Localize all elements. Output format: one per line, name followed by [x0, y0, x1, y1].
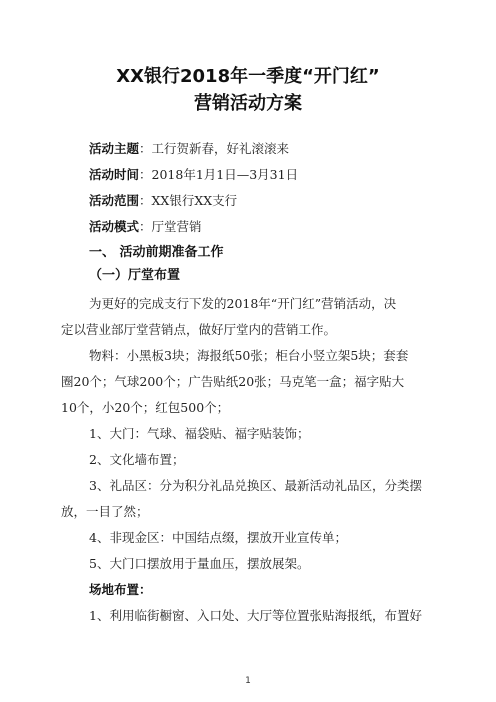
meta-theme-value: ：工行贺新春，好礼滚滚来 — [139, 141, 290, 156]
list-item-2: 2、文化墙布置； — [89, 452, 185, 467]
list-item-3-line1: 3、礼品区：分为积分礼品兑换区、最新活动礼品区，分类摆 — [89, 478, 422, 493]
meta-time-label: 活动时间 — [89, 167, 140, 182]
meta-time — [89, 167, 298, 183]
subsection1-heading: （一）厅堂布置 — [89, 268, 181, 283]
list-item-5: 5、大门口摆放用于量血压，摆放展架。 — [89, 556, 310, 571]
venue-item-1: 1、利用临街橱窗、入口处、大厅等位置张贴海报纸，布置好 — [89, 608, 422, 623]
meta-scope-label: 活动范围 — [89, 193, 140, 208]
list-item-4: 4、非现金区：中国结点缀，摆放开业宣传单； — [89, 530, 347, 545]
meta-scope-value: ：XX银行XX支行 — [139, 193, 238, 208]
para1-line2: 定以营业部厅堂营销点，做好厅堂内的营销工作。 — [61, 322, 337, 337]
meta-mode-value: ：厅堂营销 — [139, 219, 202, 234]
materials-line3: 10个，小20个；红包500个； — [61, 400, 230, 415]
meta-mode — [89, 219, 202, 235]
list-item-1: 1、大门：气球、福袋贴、福字贴装饰； — [89, 426, 310, 441]
meta-theme-label: 活动主题 — [89, 141, 140, 156]
page-number: 1 — [245, 676, 251, 686]
meta-time-value: ：2018年1月1日—3月31日 — [139, 167, 299, 182]
list-item-3-line2: 放，一目了然； — [61, 504, 149, 519]
meta-theme — [89, 141, 289, 157]
document-title-line1: XX银行2018年一季度“开门红” — [116, 66, 380, 87]
meta-scope — [89, 193, 237, 209]
section1-heading: 一、 活动前期准备工作 — [89, 245, 224, 260]
materials-line2: 圈20个；气球200个；广告贴纸20张；马克笔一盒；福字贴大 — [61, 374, 405, 389]
meta-mode-label: 活动模式 — [89, 219, 140, 234]
para1-line1: 为更好的完成支行下发的2018年“开门红”营销活动，决 — [89, 296, 397, 311]
document-title-line2: 营销活动方案 — [194, 93, 302, 114]
venue-heading: 场地布置： — [89, 582, 152, 597]
materials-line1: 物料：小黑板3块；海报纸50张；柜台小竖立架5块；套套 — [89, 348, 409, 363]
